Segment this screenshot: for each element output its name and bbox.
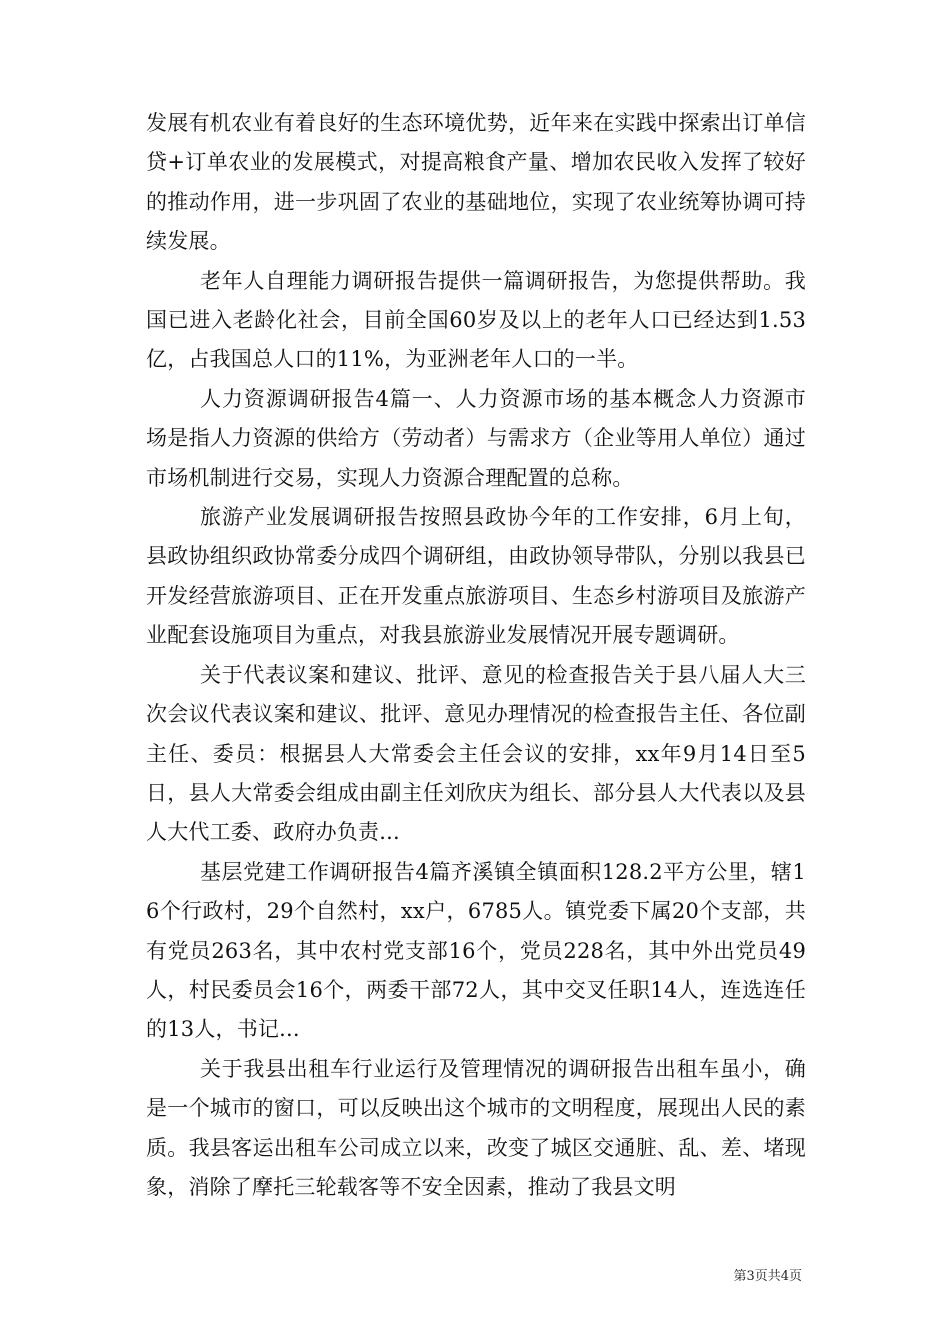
paragraph: 老年人自理能力调研报告提供一篇调研报告，为您提供帮助。我国已进入老龄化社会，目前全国60岁及以上的老年人口已经达到1.53亿，占我国总人口的11%，为亚洲老年人口的一半。 [146, 268, 806, 372]
paragraph: 关于代表议案和建议、批评、意见的检查报告关于县八届人大三次会议代表议案和建议、批评、意见办理情况的检查报告主任、各位副主任、委员：根据县人大常委会主任会议的安排，xx年9月14日至5日，县人大常委会组成由副主任刘欣庆为组长、部分县人大代表以及县人大代工委、政府办负责... [146, 662, 806, 845]
paragraph: 关于我县出租车行业运行及管理情况的调研报告出租车虽小，确是一个城市的窗口，可以反映出这个城市的文明程度，展现出人民的素质。我县客运出租车公司成立以来，改变了城区交通脏、乱、差、堵现象，消除了摩托三轮载客等不安全因素，推动了我县文明 [146, 1056, 806, 1199]
document-body [146, 104, 806, 1207]
page-number-footer: 第3页共4页 [733, 1269, 802, 1284]
paragraph: 人力资源调研报告4篇一、人力资源市场的基本概念人力资源市场是指人力资源的供给方（劳动者）与需求方（企业等用人单位）通过市场机制进行交易，实现人力资源合理配置的总称。 [146, 386, 806, 490]
paragraph: 发展有机农业有着良好的生态环境优势，近年来在实践中探索出订单信贷+订单农业的发展模式，对提高粮食产量、增加农民收入发挥了较好的推动作用，进一步巩固了农业的基础地位，实现了农业统筹协调可持续发展。 [146, 111, 806, 254]
paragraph: 旅游产业发展调研报告按照县政协今年的工作安排，6月上旬，县政协组织政协常委分成四个调研组，由政协领导带队，分别以我县已开发经营旅游项目、正在开发重点旅游项目、生态乡村游项目及旅游产业配套设施项目为重点，对我县旅游业发展情况开展专题调研。 [146, 505, 806, 648]
paragraph: 基层党建工作调研报告4篇齐溪镇全镇面积128.2平方公里，辖16个行政村，29个自然村，xx户，6785人。镇党委下属20个支部，共有党员263名，其中农村党支部16个，党员228名，其中外出党员49人，村民委员会16个，两委干部72人，其中交叉任职14人，连选连任的13人，书记... [146, 859, 806, 1042]
